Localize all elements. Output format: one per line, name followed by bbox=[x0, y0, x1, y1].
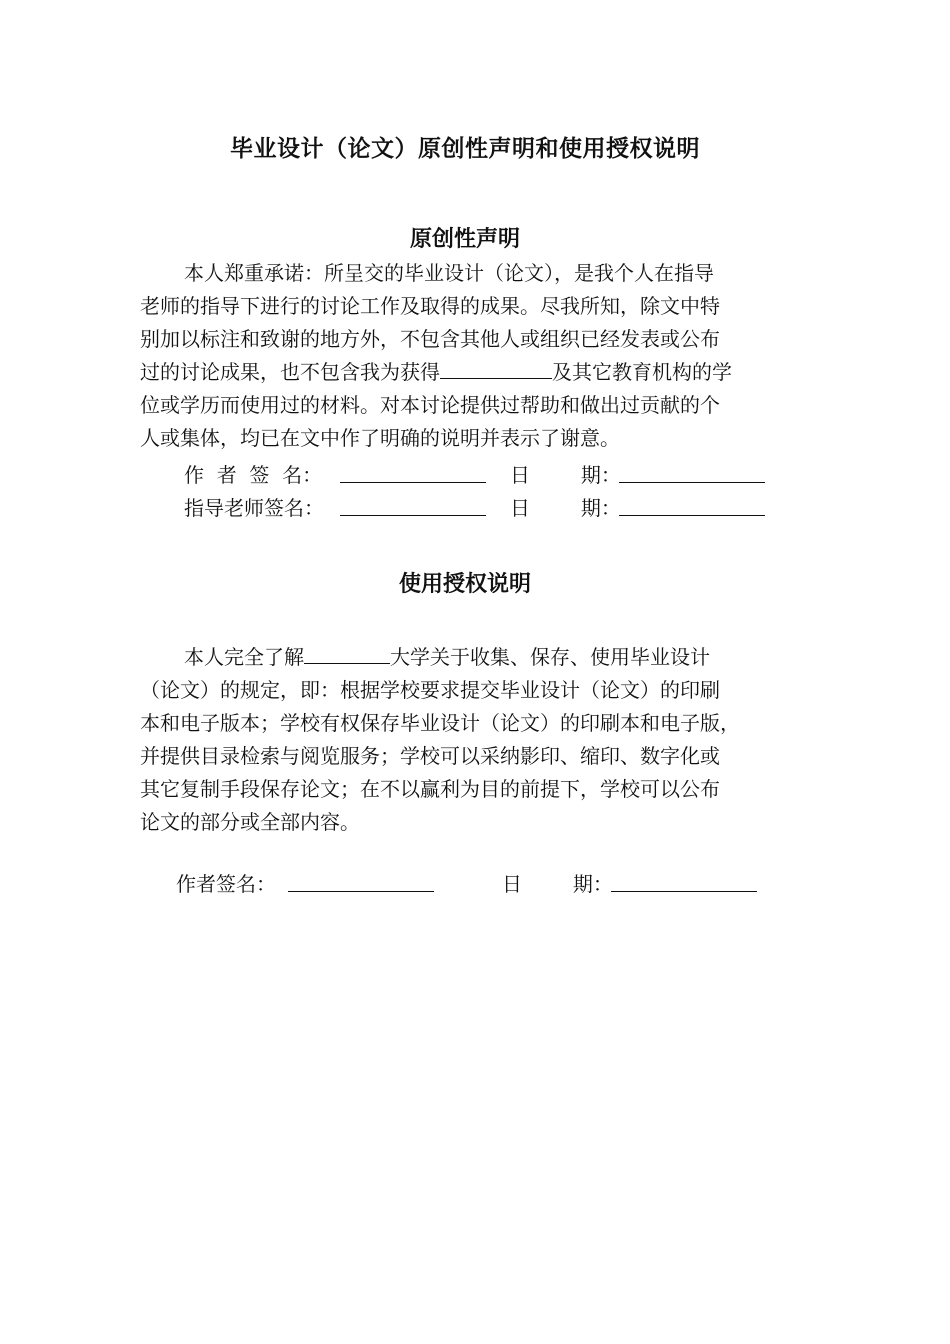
advisor-signature-row bbox=[184, 493, 784, 523]
advisor-sign-label: 指导老师签名： bbox=[184, 496, 324, 520]
authorization-paragraph bbox=[140, 641, 800, 839]
originality-line-6: 人或集体，均已在文中作了明确的说明并表示了谢意。 bbox=[140, 426, 620, 450]
author-signature-row bbox=[184, 460, 784, 490]
authorization-date-label: 日 期： bbox=[502, 872, 613, 896]
author-date-label: 日 期： bbox=[510, 463, 621, 487]
authorization-line-1a: 本人完全了解 bbox=[184, 645, 304, 669]
author-date-field[interactable] bbox=[619, 460, 765, 483]
authorization-signature-row bbox=[176, 869, 776, 899]
originality-paragraph bbox=[140, 257, 800, 455]
authorization-line-1b: 大学关于收集、保存、使用毕业设计 bbox=[390, 645, 710, 669]
authorization-heading: 使用授权说明 bbox=[398, 572, 531, 597]
originality-line-3: 别加以标注和致谢的地方外，不包含其他人或组织已经发表或公布 bbox=[140, 327, 720, 351]
authorization-line-3: 本和电子版本；学校有权保存毕业设计（论文）的印刷本和电子版， bbox=[140, 711, 740, 735]
advisor-date-field[interactable] bbox=[619, 493, 765, 516]
authorization-line-5: 其它复制手段保存论文；在不以赢利为目的前提下，学校可以公布 bbox=[140, 777, 720, 801]
document-title: 毕业设计（论文）原创性声明和使用授权说明 bbox=[230, 136, 700, 162]
degree-blank-field[interactable] bbox=[440, 358, 552, 379]
originality-line-5: 位或学历而使用过的材料。对本讨论提供过帮助和做出过贡献的个 bbox=[140, 393, 720, 417]
university-blank-field[interactable] bbox=[304, 643, 390, 664]
advisor-signature-field[interactable] bbox=[340, 493, 486, 516]
authorization-line-2: （论文）的规定，即：根据学校要求提交毕业设计（论文）的印刷 bbox=[140, 678, 720, 702]
author-signature-field[interactable] bbox=[340, 460, 486, 483]
authorization-line-6: 论文的部分或全部内容。 bbox=[140, 810, 360, 834]
authorization-date-field[interactable] bbox=[611, 869, 757, 892]
advisor-date-label: 日 期： bbox=[510, 496, 621, 520]
authorization-signature-field[interactable] bbox=[288, 869, 434, 892]
originality-line-2: 老师的指导下进行的讨论工作及取得的成果。尽我所知，除文中特 bbox=[140, 294, 720, 318]
originality-line-4 bbox=[140, 356, 800, 389]
originality-heading: 原创性声明 bbox=[409, 227, 520, 252]
author-sign-label: 作 者 签 名： bbox=[184, 463, 323, 487]
originality-line-4a: 过的讨论成果，也不包含我为获得 bbox=[140, 360, 440, 384]
originality-line-1: 本人郑重承诺：所呈交的毕业设计（论文），是我个人在指导 bbox=[184, 261, 714, 285]
authorization-line-4: 并提供目录检索与阅览服务；学校可以采纳影印、缩印、数字化或 bbox=[140, 744, 720, 768]
authorization-line-1 bbox=[140, 641, 800, 674]
authorization-sign-label: 作者签名： bbox=[176, 872, 276, 896]
originality-line-4b: 及其它教育机构的学 bbox=[552, 360, 732, 384]
